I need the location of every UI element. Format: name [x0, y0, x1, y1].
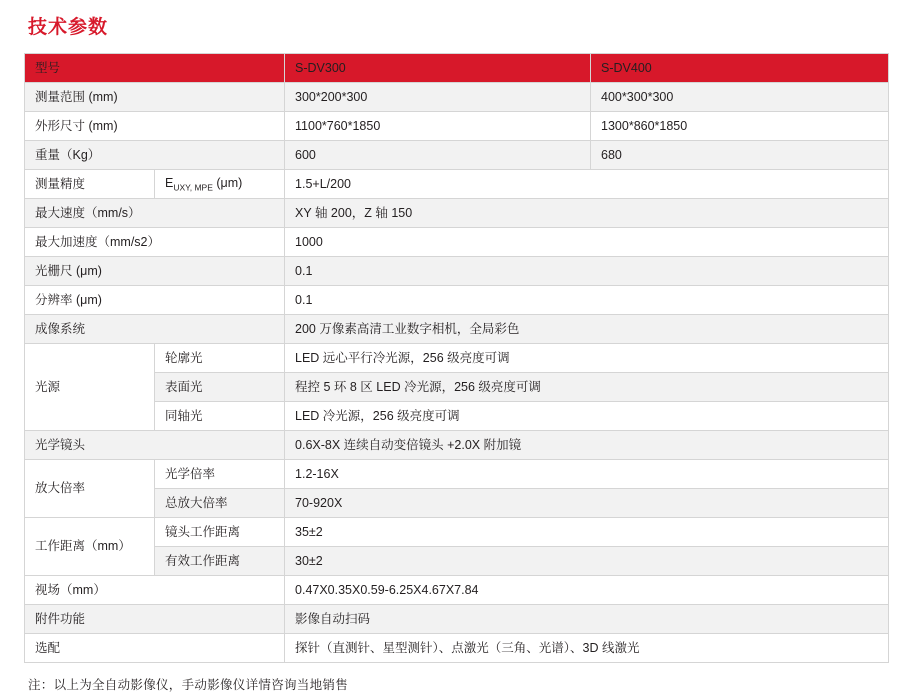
header-model: 型号 [25, 54, 285, 83]
row-value-shared: 1.5+L/200 [285, 170, 889, 199]
table-row [25, 576, 889, 605]
table-row [25, 373, 889, 402]
table-body [25, 83, 889, 663]
table-row [25, 257, 889, 286]
row-value-sdv400: 1300*860*1850 [591, 112, 889, 141]
row-sublabel: 总放大倍率 [155, 489, 285, 518]
table-row [25, 199, 889, 228]
row-value-shared: 70-920X [285, 489, 889, 518]
table-row [25, 634, 889, 663]
row-label: 最大速度（mm/s） [25, 199, 285, 228]
row-value-sdv400: 400*300*300 [591, 83, 889, 112]
row-sublabel: 同轴光 [155, 402, 285, 431]
table-row [25, 228, 889, 257]
row-sublabel-main: E [165, 175, 174, 190]
row-value-sdv400: 680 [591, 141, 889, 170]
row-label: 光学镜头 [25, 431, 285, 460]
row-sublabel-unit: (μm) [212, 175, 243, 190]
row-label: 分辨率 (μm) [25, 286, 285, 315]
footnote: 注：以上为全自动影像仪，手动影像仪详情咨询当地销售 [28, 678, 349, 692]
row-sublabel [155, 170, 285, 199]
row-value-shared: XY 轴 200，Z 轴 150 [285, 199, 889, 228]
row-label: 选配 [25, 634, 285, 663]
row-value-shared: 0.47X0.35X0.59-6.25X4.67X7.84 [285, 576, 889, 605]
row-value-sdv300: 1100*760*1850 [285, 112, 591, 141]
row-label: 附件功能 [25, 605, 285, 634]
row-value-shared: 程控 5 环 8 区 LED 冷光源，256 级亮度可调 [285, 373, 889, 402]
table-row [25, 315, 889, 344]
spec-table [24, 53, 889, 663]
table-row [25, 431, 889, 460]
table-row [25, 547, 889, 576]
row-label: 视场（mm） [25, 576, 285, 605]
table-row [25, 170, 889, 199]
row-value-shared: 探针（直测针、星型测针）、点激光（三角、光谱）、3D 线激光 [285, 634, 889, 663]
table-row [25, 518, 889, 547]
table-row [25, 286, 889, 315]
row-sublabel: 光学倍率 [155, 460, 285, 489]
row-value-sdv300: 300*200*300 [285, 83, 591, 112]
row-label: 重量（Kg） [25, 141, 285, 170]
row-label-working-distance: 工作距离（mm） [25, 518, 155, 576]
row-value-shared: 0.1 [285, 286, 889, 315]
row-sublabel: 有效工作距离 [155, 547, 285, 576]
row-value-shared: 1000 [285, 228, 889, 257]
row-sublabel-subscript: UXY, MPE [173, 182, 213, 193]
row-sublabel: 镜头工作距离 [155, 518, 285, 547]
table-row [25, 489, 889, 518]
row-label: 测量精度 [25, 170, 155, 199]
table-row [25, 141, 889, 170]
row-label: 测量范围 (mm) [25, 83, 285, 112]
row-label: 最大加速度（mm/s2） [25, 228, 285, 257]
row-label: 光栅尺 (μm) [25, 257, 285, 286]
row-value-shared: 影像自动扫码 [285, 605, 889, 634]
table-row [25, 112, 889, 141]
row-value-shared: LED 冷光源，256 级亮度可调 [285, 402, 889, 431]
row-value-shared: 30±2 [285, 547, 889, 576]
row-value-sdv300: 600 [285, 141, 591, 170]
table-header [25, 54, 889, 83]
row-value-shared: LED 远心平行冷光源，256 级亮度可调 [285, 344, 889, 373]
row-value-shared: 35±2 [285, 518, 889, 547]
table-row [25, 402, 889, 431]
header-sdv400: S-DV400 [591, 54, 889, 83]
table-row [25, 460, 889, 489]
row-label: 成像系统 [25, 315, 285, 344]
row-value-shared: 0.6X-8X 连续自动变倍镜头 +2.0X 附加镜 [285, 431, 889, 460]
row-label-magnification: 放大倍率 [25, 460, 155, 518]
row-sublabel: 表面光 [155, 373, 285, 402]
table-header-row [25, 54, 889, 83]
table-row [25, 605, 889, 634]
row-value-shared: 1.2-16X [285, 460, 889, 489]
header-sdv300: S-DV300 [285, 54, 591, 83]
table-row [25, 83, 889, 112]
spec-page [0, 12, 912, 692]
row-label-lightsource: 光源 [25, 344, 155, 431]
row-sublabel: 轮廓光 [155, 344, 285, 373]
table-row [25, 344, 889, 373]
row-value-shared: 0.1 [285, 257, 889, 286]
row-label: 外形尺寸 (mm) [25, 112, 285, 141]
row-value-shared: 200 万像素高清工业数字相机，全局彩色 [285, 315, 889, 344]
page-title: 技术参数 [28, 17, 109, 38]
